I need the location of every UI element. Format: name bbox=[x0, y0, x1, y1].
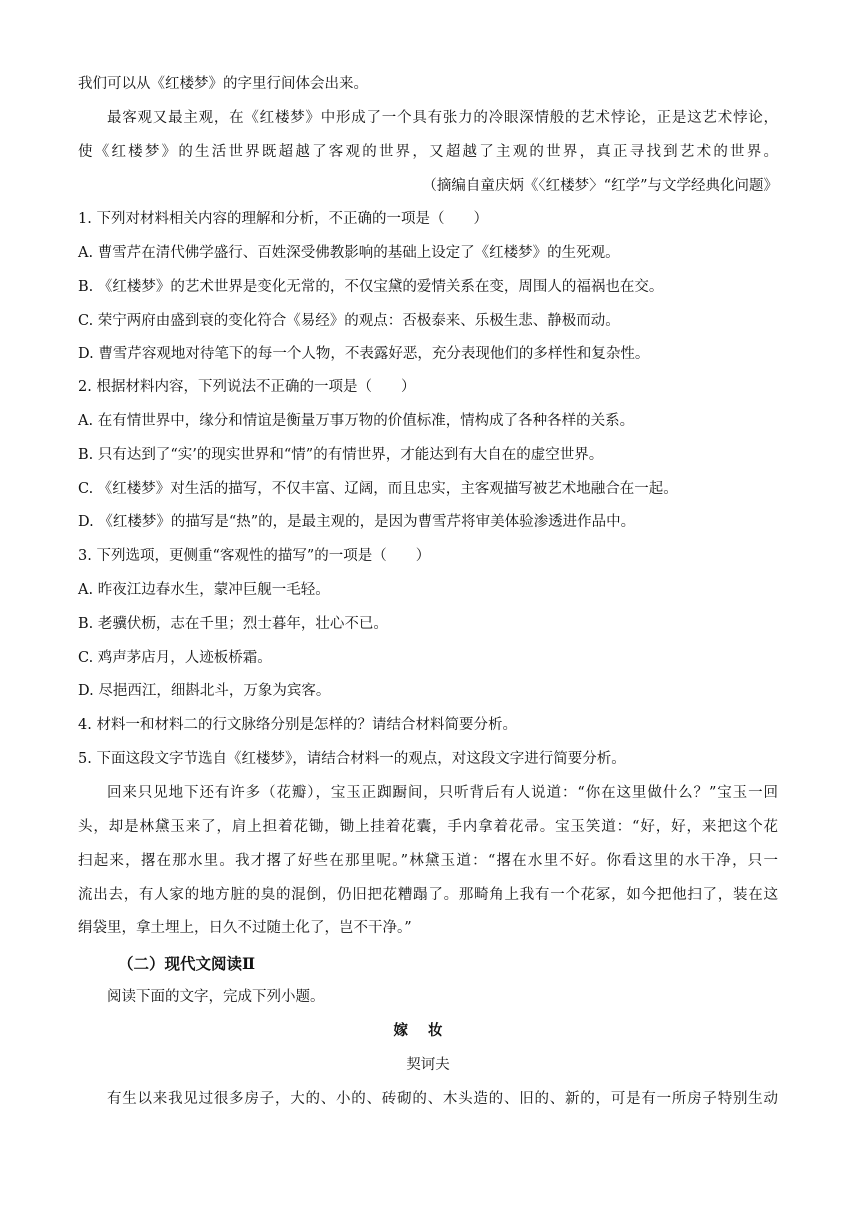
passage-line: 最客观又最主观，在《红楼梦》中形成了一个具有张力的冷眼深情般的艺术悖论，正是这艺术悖论， bbox=[107, 110, 778, 126]
question-option: B. 老骥伏枥，志在千里；烈士暮年，壮心不已。 bbox=[78, 616, 388, 632]
excerpt-line: 扫起来，撂在那水里。我才撂了好些在那里呢。”林黛玉道：“撂在水里不好。你看这里的水干净，只一 bbox=[78, 853, 778, 869]
question-stem: 2. 根据材料内容，下列说法不正确的一项是（ ） bbox=[78, 379, 416, 395]
question-option: C. 荣宁两府由盛到衰的变化符合《易经》的观点：否极泰来、乐极生悲、静极而动。 bbox=[78, 313, 620, 329]
question-option: C. 《红楼梦》对生活的描写，不仅丰富、辽阔，而且忠实，主客观描写被艺术地融合在一起。 bbox=[78, 481, 678, 497]
question-option: D. 曹雪芹容观地对待笔下的每一个人物，不表露好恶，充分表现他们的多样性和复杂性。 bbox=[78, 346, 650, 362]
excerpt-line: 绢袋里，拿土埋上，日久不过随土化了，岂不干净。” bbox=[78, 920, 412, 936]
question-stem: 5. 下面这段文字节选自《红楼梦》，请结合材料一的观点，对这段文字进行简要分析。 bbox=[78, 751, 626, 767]
passage-line: 使《红楼梦》的生活世界既超越了客观的世界，又超越了主观的世界，真正寻找到艺术的世界。 bbox=[78, 144, 778, 160]
excerpt-line: 流出去，有人家的地方脏的臭的混倒，仍旧把花糟蹋了。那畸角上我有一个花冢，如今把他扫了，装在这 bbox=[78, 887, 778, 903]
section-heading: （二）现代文阅读Ⅱ bbox=[118, 954, 256, 973]
excerpt-line: 回来只见地下还有许多（花瓣），宝玉正踟蹰间，只听背后有人说道：“你在这里做什么？”宝玉一回 bbox=[107, 785, 778, 801]
question-stem: 3. 下列选项，更侧重“客观性的描写”的一项是（ ） bbox=[78, 548, 431, 564]
question-stem: 1. 下列对材料相关内容的理解和分析，不正确的一项是（ ） bbox=[78, 211, 488, 227]
question-option: B. 《红楼梦》的艺术世界是变化无常的，不仅宝黛的爱情关系在变，周围人的福祸也在交。 bbox=[78, 279, 664, 295]
question-stem: 4. 材料一和材料二的行文脉络分别是怎样的？请结合材料简要分析。 bbox=[78, 717, 517, 733]
excerpt-line: 头，却是林黛玉来了，肩上担着花锄，锄上挂着花囊，手内拿着花帚。宝玉笑道：“好，好，来把这个花 bbox=[78, 819, 778, 835]
source-citation: （摘编自童庆炳《〈红楼梦〉“红学”与文学经典化问题》 bbox=[422, 178, 778, 194]
question-option: A. 曹雪芹在清代佛学盛行、百姓深受佛教影响的基础上设定了《红楼梦》的生死观。 bbox=[78, 245, 620, 261]
question-option: A. 在有情世界中，缘分和情谊是衡量万事万物的价值标准，情构成了各种各样的关系。 bbox=[78, 413, 635, 429]
question-option: C. 鸡声茅店月，人迹板桥霜。 bbox=[78, 650, 272, 666]
question-option: A. 昨夜江边春水生，蒙冲巨舰一毛轻。 bbox=[78, 582, 330, 598]
question-option: B. 只有达到了“实’的现实世界和“情”的有情世界，才能达到有大自在的虚空世界。 bbox=[78, 447, 604, 463]
article-first-line: 有生以来我见过很多房子，大的、小的、砖砌的、木头造的、旧的、新的，可是有一所房子特别生动 bbox=[107, 1091, 778, 1107]
article-title: 嫁妆 bbox=[393, 1022, 463, 1039]
section-instruction: 阅读下面的文字，完成下列小题。 bbox=[107, 989, 325, 1005]
question-option: D. 尽挹西江，细斟北斗，万象为宾客。 bbox=[78, 683, 331, 699]
article-author: 契诃夫 bbox=[406, 1057, 450, 1073]
passage-line: 我们可以从《红楼梦》的字里行间体会出来。 bbox=[78, 76, 368, 92]
question-option: D. 《红楼梦》的描写是“热”的，是最主观的，是因为曹雪芹将审美体验渗透进作品中。 bbox=[78, 514, 636, 530]
